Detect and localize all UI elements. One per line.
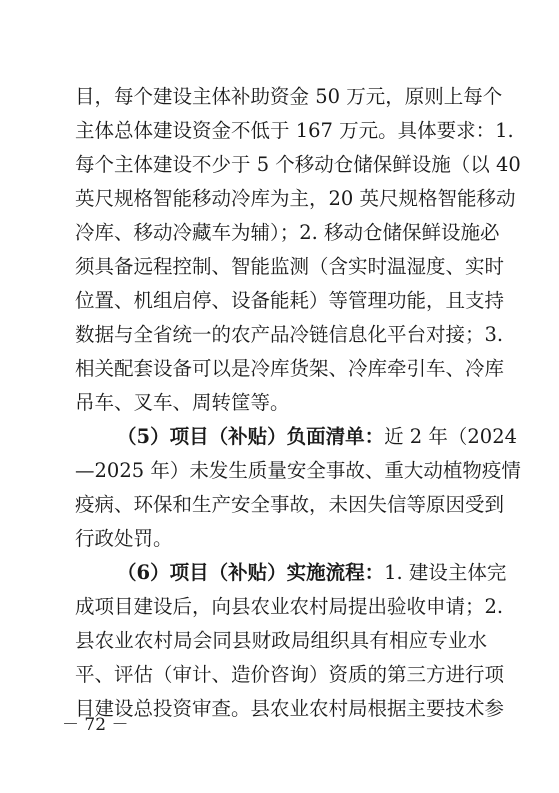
- body-text-line: —2025 年）未发生质量安全事故、重大动植物疫情: [75, 459, 521, 482]
- section-heading: （6）项目（补贴）实施流程：: [117, 561, 385, 584]
- body-text-line: 每个主体建设不少于 5 个移动仓储保鲜设施（以 40: [75, 153, 521, 176]
- body-text-line: 县农业农村局会同县财政局组织具有相应专业水: [75, 629, 487, 652]
- body-text-line: 数据与全省统一的农产品冷链信息化平台对接；3.: [75, 323, 504, 346]
- body-text-line: 目，每个建设主体补助资金 50 万元，原则上每个: [75, 85, 503, 108]
- body-text-line: 成项目建设后，向县农业农村局提出验收申请；2.: [75, 595, 504, 618]
- section-heading-text: 1. 建设主体完: [384, 561, 507, 584]
- body-text-line: 冷库、移动冷藏车为辅）；2. 移动仓储保鲜设施必: [75, 221, 500, 244]
- body-text-line: 须具备远程控制、智能监测（含实时温湿度、实时: [75, 255, 505, 278]
- body-text-line: 疫病、环保和生产安全事故，未因失信等原因受到: [75, 493, 505, 516]
- body-text-line: 主体总体建设资金不低于 167 万元。具体要求：1.: [75, 119, 514, 142]
- section-first-line: [117, 559, 507, 587]
- body-text-line: 相关配套设备可以是冷库货架、冷库牵引车、冷库: [75, 357, 505, 380]
- body-text-line: 位置、机组启停、设备能耗）等管理功能，且支持: [75, 289, 505, 312]
- body-text-line: 英尺规格智能移动冷库为主，20 英尺规格智能移动: [75, 187, 516, 210]
- section-first-line: [117, 423, 518, 451]
- body-text-line: 平、评估（审计、造价咨询）资质的第三方进行项: [75, 663, 505, 686]
- body-text-line: 行政处罚。: [75, 527, 173, 550]
- page-number: － 72 －: [62, 715, 129, 735]
- section-heading-text: 近 2 年（2024: [384, 425, 518, 448]
- section-heading: （5）项目（补贴）负面清单：: [117, 425, 385, 448]
- body-text-line: 目建设总投资审查。县农业农村局根据主要技术参: [75, 697, 505, 720]
- body-text-line: 吊车、叉车、周转筐等。: [75, 391, 290, 414]
